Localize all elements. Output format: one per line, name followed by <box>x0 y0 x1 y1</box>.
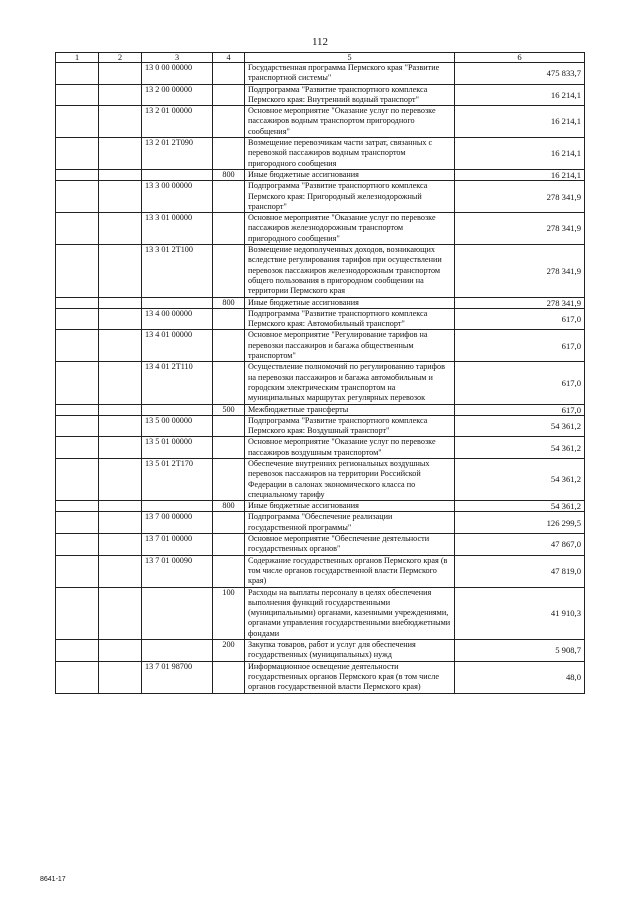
amount-value: 48,0 <box>455 661 585 693</box>
column-header-5: 5 <box>245 53 455 63</box>
table-row <box>56 458 585 500</box>
cell-col-1 <box>56 555 99 587</box>
table-row <box>56 308 585 330</box>
cell-col-2 <box>99 501 142 512</box>
table-row <box>56 555 585 587</box>
cell-col-2 <box>99 84 142 106</box>
amount-value: 617,0 <box>455 404 585 415</box>
table-row <box>56 587 585 639</box>
column-header-4: 4 <box>213 53 245 63</box>
table-row <box>56 415 585 437</box>
amount-value: 16 214,1 <box>455 106 585 138</box>
cell-col-1 <box>56 415 99 437</box>
item-name: Иные бюджетные ассигнования <box>245 297 455 308</box>
table-row <box>56 245 585 297</box>
target-article-code <box>142 640 213 662</box>
table-row <box>56 512 585 534</box>
target-article-code <box>142 169 213 180</box>
budget-table <box>55 52 585 694</box>
amount-value: 16 214,1 <box>455 84 585 106</box>
table-header-row <box>56 53 585 63</box>
cell-col-1 <box>56 640 99 662</box>
expense-type-code <box>213 415 245 437</box>
cell-col-1 <box>56 308 99 330</box>
target-article-code: 13 3 01 00000 <box>142 213 213 245</box>
target-article-code: 13 5 01 2Т170 <box>142 458 213 500</box>
cell-col-2 <box>99 415 142 437</box>
target-article-code <box>142 404 213 415</box>
expense-type-code <box>213 245 245 297</box>
table-row <box>56 330 585 362</box>
item-name: Основное мероприятие "Оказание услуг по перевозке пассажиров водным транспортом пригородного сообщения" <box>245 106 455 138</box>
table-row <box>56 213 585 245</box>
table-row <box>56 181 585 213</box>
item-name: Обеспечение внутренних региональных воздушных перевозок пассажиров на территории Российской Федерации в салонах экономического класса по специальному тарифу <box>245 458 455 500</box>
cell-col-1 <box>56 437 99 459</box>
column-header-3: 3 <box>142 53 213 63</box>
cell-col-2 <box>99 213 142 245</box>
cell-col-1 <box>56 362 99 404</box>
cell-col-1 <box>56 138 99 170</box>
table-row <box>56 138 585 170</box>
target-article-code: 13 5 00 00000 <box>142 415 213 437</box>
cell-col-2 <box>99 330 142 362</box>
expense-type-code <box>213 362 245 404</box>
cell-col-2 <box>99 169 142 180</box>
item-name: Иные бюджетные ассигнования <box>245 169 455 180</box>
table-row <box>56 362 585 404</box>
cell-col-2 <box>99 362 142 404</box>
item-name: Содержание государственных органов Пермского края (в том числе органов государственной власти Пермского края) <box>245 555 455 587</box>
amount-value: 41 910,3 <box>455 587 585 639</box>
cell-col-1 <box>56 534 99 556</box>
cell-col-2 <box>99 458 142 500</box>
item-name: Подпрограмма "Развитие транспортного комплекса Пермского края: Внутренний водный транспорт" <box>245 84 455 106</box>
amount-value: 47 867,0 <box>455 534 585 556</box>
amount-value: 278 341,9 <box>455 181 585 213</box>
cell-col-2 <box>99 404 142 415</box>
table-row <box>56 297 585 308</box>
cell-col-2 <box>99 661 142 693</box>
item-name: Подпрограмма "Обеспечение реализации государственной программы" <box>245 512 455 534</box>
target-article-code: 13 5 01 00000 <box>142 437 213 459</box>
cell-col-1 <box>56 245 99 297</box>
target-article-code: 13 4 01 2Т110 <box>142 362 213 404</box>
cell-col-1 <box>56 661 99 693</box>
column-header-1: 1 <box>56 53 99 63</box>
item-name: Государственная программа Пермского края "Развитие транспортной системы" <box>245 63 455 85</box>
expense-type-code <box>213 437 245 459</box>
cell-col-2 <box>99 106 142 138</box>
cell-col-1 <box>56 512 99 534</box>
expense-type-code: 800 <box>213 169 245 180</box>
expense-type-code: 200 <box>213 640 245 662</box>
item-name: Основное мероприятие "Регулирование тарифов на перевозки пассажиров и багажа общественным транспортом" <box>245 330 455 362</box>
cell-col-2 <box>99 63 142 85</box>
target-article-code: 13 7 01 98700 <box>142 661 213 693</box>
amount-value: 617,0 <box>455 308 585 330</box>
cell-col-1 <box>56 169 99 180</box>
amount-value: 475 833,7 <box>455 63 585 85</box>
cell-col-1 <box>56 297 99 308</box>
item-name: Подпрограмма "Развитие транспортного комплекса Пермского края: Пригородный железнодорожный транспорт" <box>245 181 455 213</box>
cell-col-1 <box>56 501 99 512</box>
target-article-code <box>142 587 213 639</box>
cell-col-1 <box>56 330 99 362</box>
table-row <box>56 640 585 662</box>
cell-col-2 <box>99 640 142 662</box>
item-name: Основное мероприятие "Обеспечение деятельности государственных органов" <box>245 534 455 556</box>
expense-type-code <box>213 106 245 138</box>
target-article-code: 13 3 01 2Т100 <box>142 245 213 297</box>
item-name: Осуществление полномочий по регулированию тарифов на перевозки пассажиров и багажа автомобильным и городским электрическим транспортом на муниципальных маршрутах регулярных перевозок <box>245 362 455 404</box>
expense-type-code: 800 <box>213 297 245 308</box>
expense-type-code <box>213 555 245 587</box>
target-article-code: 13 7 00 00000 <box>142 512 213 534</box>
document-footer-code: 8641-17 <box>40 876 66 883</box>
expense-type-code: 800 <box>213 501 245 512</box>
cell-col-1 <box>56 181 99 213</box>
item-name: Возмещение недополученных доходов, возникающих вследствие регулирования тарифов при осуществлении перевозок пассажиров железнодорожным транспортом общего пользования в пригородном сообщении на территории Пермского края <box>245 245 455 297</box>
cell-col-1 <box>56 404 99 415</box>
item-name: Расходы на выплаты персоналу в целях обеспечения выполнения функций государственными (муниципальными) органами, казенными учреждениями, органами управления государственными внебюджетными фондами <box>245 587 455 639</box>
amount-value: 278 341,9 <box>455 245 585 297</box>
amount-value: 54 361,2 <box>455 437 585 459</box>
expense-type-code: 500 <box>213 404 245 415</box>
table-row <box>56 534 585 556</box>
table-row <box>56 501 585 512</box>
table-row <box>56 63 585 85</box>
amount-value: 54 361,2 <box>455 501 585 512</box>
item-name: Закупка товаров, работ и услуг для обеспечения государственных (муниципальных) нужд <box>245 640 455 662</box>
amount-value: 126 299,5 <box>455 512 585 534</box>
amount-value: 16 214,1 <box>455 138 585 170</box>
cell-col-2 <box>99 245 142 297</box>
target-article-code: 13 0 00 00000 <box>142 63 213 85</box>
target-article-code <box>142 297 213 308</box>
table-row <box>56 169 585 180</box>
amount-value: 16 214,1 <box>455 169 585 180</box>
expense-type-code <box>213 84 245 106</box>
cell-col-2 <box>99 587 142 639</box>
cell-col-2 <box>99 308 142 330</box>
amount-value: 278 341,9 <box>455 297 585 308</box>
item-name: Иные бюджетные ассигнования <box>245 501 455 512</box>
target-article-code: 13 7 01 00000 <box>142 534 213 556</box>
cell-col-2 <box>99 181 142 213</box>
target-article-code: 13 2 01 2Т090 <box>142 138 213 170</box>
cell-col-2 <box>99 297 142 308</box>
cell-col-1 <box>56 63 99 85</box>
item-name: Подпрограмма "Развитие транспортного комплекса Пермского края: Автомобильный транспорт" <box>245 308 455 330</box>
item-name: Основное мероприятие "Оказание услуг по перевозке пассажиров воздушным транспортом" <box>245 437 455 459</box>
table-row <box>56 404 585 415</box>
amount-value: 5 908,7 <box>455 640 585 662</box>
table-row <box>56 661 585 693</box>
amount-value: 278 341,9 <box>455 213 585 245</box>
cell-col-1 <box>56 587 99 639</box>
target-article-code: 13 2 00 00000 <box>142 84 213 106</box>
amount-value: 47 819,0 <box>455 555 585 587</box>
column-header-2: 2 <box>99 53 142 63</box>
expense-type-code <box>213 213 245 245</box>
expense-type-code <box>213 181 245 213</box>
expense-type-code <box>213 534 245 556</box>
cell-col-2 <box>99 534 142 556</box>
expense-type-code <box>213 330 245 362</box>
item-name: Подпрограмма "Развитие транспортного комплекса Пермского края: Воздушный транспорт" <box>245 415 455 437</box>
cell-col-1 <box>56 106 99 138</box>
table-row <box>56 437 585 459</box>
expense-type-code: 100 <box>213 587 245 639</box>
expense-type-code <box>213 661 245 693</box>
expense-type-code <box>213 512 245 534</box>
expense-type-code <box>213 308 245 330</box>
amount-value: 54 361,2 <box>455 458 585 500</box>
target-article-code: 13 4 00 00000 <box>142 308 213 330</box>
column-header-6: 6 <box>455 53 585 63</box>
cell-col-2 <box>99 138 142 170</box>
amount-value: 617,0 <box>455 330 585 362</box>
table-row <box>56 106 585 138</box>
amount-value: 54 361,2 <box>455 415 585 437</box>
target-article-code: 13 7 01 00090 <box>142 555 213 587</box>
expense-type-code <box>213 63 245 85</box>
item-name: Возмещение перевозчикам части затрат, связанных с перевозкой пассажиров водным транспортом пригородного сообщения <box>245 138 455 170</box>
cell-col-2 <box>99 437 142 459</box>
cell-col-2 <box>99 512 142 534</box>
target-article-code <box>142 501 213 512</box>
cell-col-1 <box>56 213 99 245</box>
table-row <box>56 84 585 106</box>
expense-type-code <box>213 138 245 170</box>
item-name: Межбюджетные трансферты <box>245 404 455 415</box>
cell-col-1 <box>56 84 99 106</box>
target-article-code: 13 2 01 00000 <box>142 106 213 138</box>
amount-value: 617,0 <box>455 362 585 404</box>
expense-type-code <box>213 458 245 500</box>
target-article-code: 13 3 00 00000 <box>142 181 213 213</box>
cell-col-2 <box>99 555 142 587</box>
item-name: Основное мероприятие "Оказание услуг по перевозке пассажиров железнодорожным транспортом пригородного сообщения" <box>245 213 455 245</box>
cell-col-1 <box>56 458 99 500</box>
target-article-code: 13 4 01 00000 <box>142 330 213 362</box>
page-number: 112 <box>311 36 329 48</box>
item-name: Информационное освещение деятельности государственных органов Пермского края (в том числе органов государственной власти Пермского края) <box>245 661 455 693</box>
